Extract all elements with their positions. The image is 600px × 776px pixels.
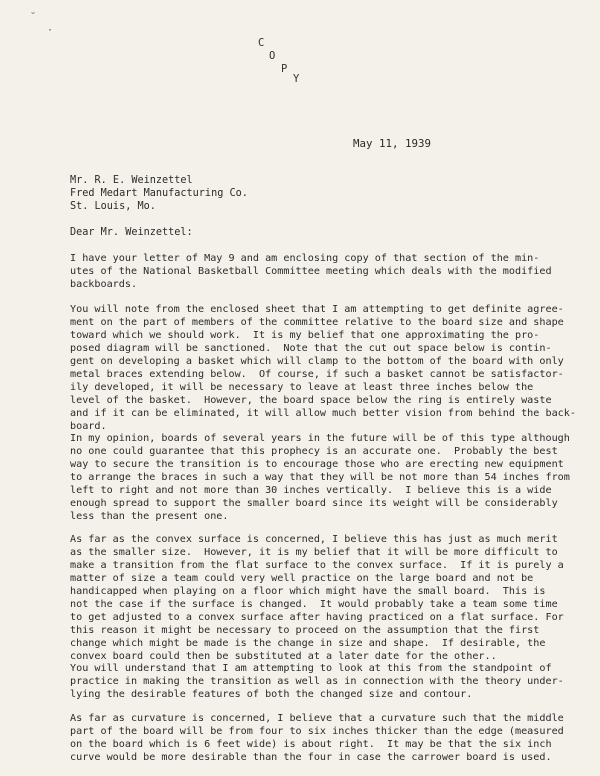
margin-mark: ·	[47, 25, 54, 36]
paragraph: You will note from the enclosed sheet that I am attempting to get definite agree- ment on the part of members of the committee relative to the board size and shape toward which we should work. It is my belief that one approximating the pro- posed diagram will be sanctioned. Note that the cut out space below is contin- gent on developing a basket which will clamp to the bottom of the board with only metal braces extending below. Of course, if such a basket cannot be satisfactor- ily developed, it will be necessary to leave at least three inches below the level of the basket. However, the board space below the ring is entirely waste and if it can be eliminated, it will allow much better vision from behind the back- board.	[70, 304, 576, 432]
salutation: Dear Mr. Weinzettel:	[70, 227, 193, 238]
paragraph: In my opinion, boards of several years in the future will be of this type although no one could guarantee that this prophecy is an accurate one. Probably the best way to secure the transition is to encourage those who are erecting new equipment to arrange the braces in such a way that they will be not more than 54 inches from left to right and not more than 30 inches vertically. I believe this is a wide enough spread to support the smaller board since its weight will be considerably less than the present one.	[70, 433, 570, 522]
copy-letter-c: C	[258, 37, 265, 49]
copy-letter-p: P	[281, 63, 288, 75]
address-line: Mr. R. E. Weinzettel	[70, 175, 193, 186]
paragraph: As far as curvature is concerned, I believe that a curvature such that the middle part of the board will be from four to six inches thicker than the edge (measured on the board which is 6 feet wide) is about right. It may be that the six inch curve would be more desirable than the four in case the carrower board is used.	[70, 713, 564, 763]
address-line: St. Louis, Mo.	[70, 201, 156, 212]
paragraph: I have your letter of May 9 and am enclosing copy of that section of the min- utes of the National Basketball Committee meeting which deals with the modified backboards.	[70, 253, 552, 290]
address-line: Fred Medart Manufacturing Co.	[70, 188, 248, 199]
letter-date: May 11, 1939	[353, 137, 432, 150]
copy-letter-y: Y	[293, 73, 300, 85]
paragraph: As far as the convex surface is concerned, I believe this has just as much merit as the smaller size. However, it is my belief that it will be more difficult to make a transition from the flat surface to the convex surface. If it is purely a matter of size a team could very well practice on the large board and not be handicapped when playing on a floor which might have the small board. This is not the case if the surface is changed. It would probably take a team some time to get adjusted to a convex surface after having practiced on a flat surface. For this reason it might be necessary to proceed on the assumption that the first change which might be made is the change in size and shape. If desirable, the convex board could then be substituted at a later date for the other..	[70, 534, 564, 662]
paragraph: You will understand that I am attempting to look at this from the standpoint of practice in making the transition as well as in connection with the theory under- lying the desirable features of both the changed size and contour.	[70, 663, 564, 700]
copy-letter-o: O	[269, 50, 276, 62]
margin-mark: ˘	[30, 12, 37, 23]
